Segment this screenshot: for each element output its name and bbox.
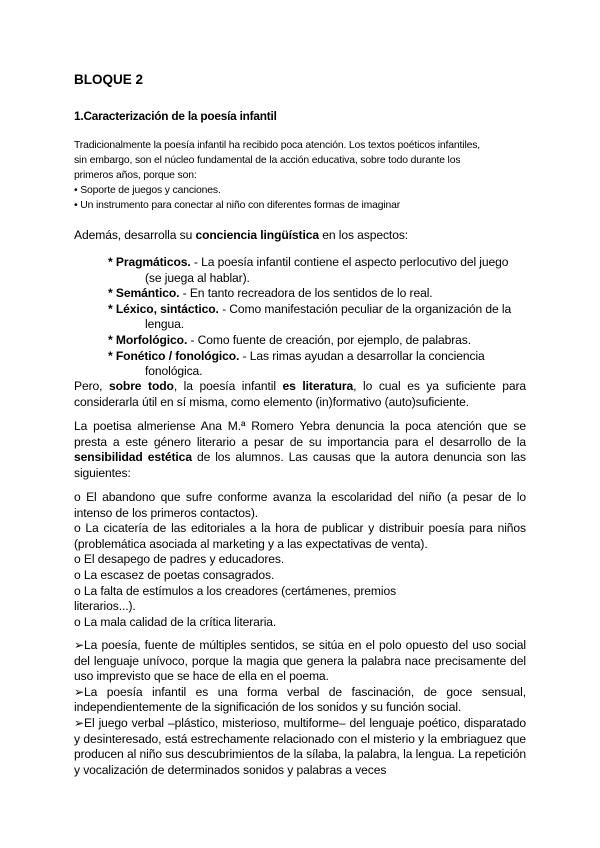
aspect-item: [108, 333, 526, 349]
aspect-item: [108, 255, 526, 286]
intro-bullet: • Soporte de juegos y canciones.: [74, 185, 221, 196]
aspect-term: * Morfológico.: [108, 332, 188, 347]
aspect-term: * Pragmáticos.: [108, 255, 191, 269]
arrow-bullet-item: ➢La poesía infantil es una forma verbal de fascinación, de goce sensual, independientemente de la significación de los sonidos y su función social.: [74, 684, 526, 715]
aspect-text: - Las rimas ayudan a desarrollar la conciencia: [239, 348, 485, 363]
arrow-bullet-item: ➢La poesía, fuente de múltiples sentidos, se sitúa en el polo opuesto del uso social del lenguaje unívoco, porque la magia que genera la palabra nace precisamente del uso imprevisto que se hace de ella en el poema.: [74, 638, 526, 684]
poetisa-paragraph: [74, 419, 526, 481]
arrow-bullet-item: ➢El juego verbal –plástico, misterioso, multiforme– del lenguaje poético, disparatado y desinteresado, está estrechamente relacionado con el misterio y la embriaguez que producen al niño sus descubrimientos de la sílaba, la palabra, la lengua. La repetición y vocalización de determinados sonidos y palabras a veces: [74, 715, 526, 777]
intro-bullet: • Un instrumento para conectar al niño con diferentes formas de imaginar: [74, 200, 401, 211]
aspect-continuation: fonológica.: [145, 364, 203, 379]
intro-line: sin embargo, son el núcleo fundamental de la acción educativa, sobre todo durante los: [74, 155, 461, 166]
aspects-list: [108, 255, 526, 380]
cause-item: o El abandono que sufre conforme avanza la escolaridad del niño (a pesar de lo intenso de los primeros contactos).: [74, 490, 526, 520]
text-run: en los aspectos:: [318, 228, 409, 242]
bold-term: sensibilidad estética: [74, 450, 192, 465]
ademas-paragraph: [74, 228, 534, 244]
text-run: Además, desarrolla su: [74, 228, 196, 242]
cause-item: o La cicatería de las editoriales a la hora de publicar y distribuir poesía para niños (problemática asociada al marketing y a las expectativas de venta).: [74, 521, 526, 551]
text-run: de los alumnos. Las causas que la autora denuncia son las siguientes:: [74, 450, 526, 480]
cause-item: o La mala calidad de la crítica literaria.: [74, 614, 277, 629]
page-title: BLOQUE 2: [74, 72, 144, 87]
text-run: , lo cual es ya suficiente para considerarla útil en sí misma, como elemento (in)formativo (auto)suficiente.: [74, 379, 527, 409]
bold-term: es literatura: [282, 379, 354, 393]
bold-term: conciencia lingüística: [195, 228, 319, 242]
aspect-item: [108, 349, 526, 380]
aspect-term: * Léxico, sintáctico.: [108, 301, 219, 316]
cause-item: literarios...).: [74, 599, 136, 614]
aspect-text: - Como manifestación peculiar de la organización de la: [218, 301, 512, 316]
cause-item: o El desapego de padres y educadores.: [74, 552, 285, 567]
intro-block: [74, 138, 534, 213]
aspect-item: [108, 286, 526, 302]
cause-item: o La falta de estímulos a los creadores (certámenes, premios: [74, 583, 397, 598]
text-run: Pero,: [74, 379, 109, 393]
section-title: 1.Caracterización de la poesía infantil: [74, 109, 277, 123]
text-run: , la poesía infantil: [173, 379, 283, 393]
text-run: La poetisa almeriense Ana M.ª Romero Yebra denuncia la poca atención que se presta a este género literario a pesar de su importancia para el desarrollo de la: [74, 419, 526, 449]
aspect-item: [108, 302, 526, 333]
aspect-text: - La poesía infantil contiene el aspecto perlocutivo del juego: [190, 255, 509, 269]
aspect-text: - Como fuente de creación, por ejemplo, de palabras.: [187, 332, 471, 347]
pero-paragraph: [74, 379, 526, 410]
cause-item: o La escasez de poetas consagrados.: [74, 567, 275, 582]
arrow-bullets-list: [74, 638, 526, 778]
aspect-term: * Semántico.: [108, 286, 180, 301]
causes-list: [74, 490, 526, 630]
intro-line: primeros años, porque son:: [74, 170, 197, 181]
aspect-term: * Fonético / fonológico.: [108, 348, 240, 363]
intro-line: Tradicionalmente la poesía infantil ha recibido poca atención. Los textos poéticos infantiles,: [74, 140, 481, 151]
bold-term: sobre todo: [109, 379, 174, 393]
aspect-text: - En tanto recreadora de los sentidos de lo real.: [179, 286, 433, 301]
aspect-continuation: lengua.: [145, 317, 184, 332]
aspect-continuation: (se juega al hablar).: [145, 270, 250, 285]
